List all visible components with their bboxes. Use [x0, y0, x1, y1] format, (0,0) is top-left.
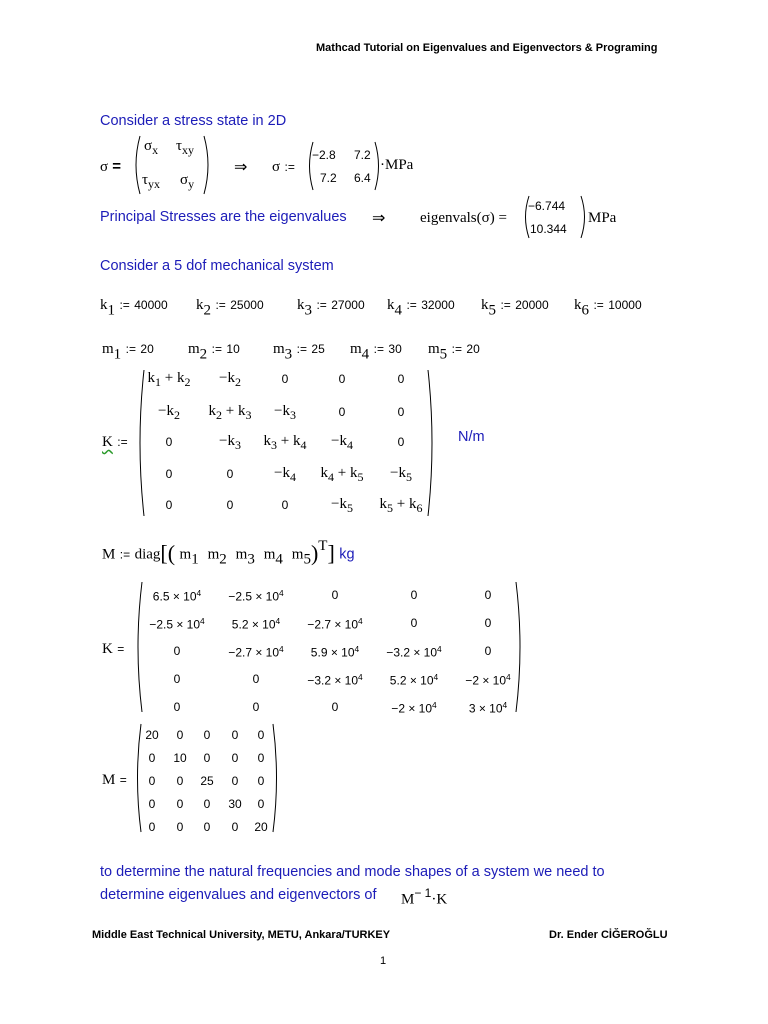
M-result-cell: 30: [228, 797, 242, 811]
M-result-cell: 20: [254, 820, 268, 834]
stress-heading: Consider a stress state in 2D: [100, 113, 287, 129]
m2-assign: $m_2$ := 10: [188, 341, 240, 363]
K-def-cell: 0: [338, 372, 346, 386]
M-result-cell: 0: [231, 774, 239, 788]
K-def-cell: $-k_3$: [274, 403, 296, 423]
k1-assign: $k_1$ := 40000: [100, 297, 168, 319]
K-def-cell: $-k_4$: [274, 465, 296, 485]
K-result-cell: $-3.2 \times 10^4$: [386, 644, 442, 660]
K-result-cell: 0: [484, 588, 492, 602]
principal-stresses-text: Principal Stresses are the eigenvalues: [100, 209, 347, 225]
M-result-cell: 0: [203, 820, 211, 834]
K-def-cell: 0: [226, 498, 234, 512]
m4-assign: $m_4$ := 30: [350, 341, 402, 363]
M-result-cell: 0: [203, 797, 211, 811]
K-result-cell: $-2.7 \times 10^4$: [307, 616, 363, 632]
mech-system-heading: Consider a 5 dof mechanical system: [100, 258, 334, 274]
sigma-definition-label: σ =: [100, 158, 122, 175]
M-result-label: M =: [102, 772, 127, 788]
K-def-unit: N/m: [458, 429, 485, 445]
K-def-cell: 0: [281, 372, 289, 386]
K-result-cell: $-2 \times 10^4$: [391, 700, 437, 716]
K-def-cell: 0: [397, 372, 405, 386]
K-result-cell: 0: [410, 588, 418, 602]
M-result-cell: 0: [257, 774, 265, 788]
page-number: 1: [380, 955, 387, 967]
K-def-cell: $-k_2$: [158, 403, 180, 423]
closing-line-1: to determine the natural frequencies and mode shapes of a system we need to: [100, 864, 605, 880]
K-result-cell: 0: [410, 616, 418, 630]
eigenvalue-1: −6.744: [528, 199, 566, 213]
sigma-x: $\sigma_x$: [144, 138, 159, 158]
m5-assign: $m_5$ := 20: [428, 341, 480, 363]
k4-assign: $k_4$ := 32000: [387, 297, 455, 319]
eigenvals-unit: MPa: [588, 210, 617, 226]
K-def-cell: $k_1 + k_2$: [147, 370, 191, 390]
M-result-cell: 0: [257, 751, 265, 765]
K-def-cell: $k_4 + k_5$: [320, 465, 364, 485]
K-result-cell: 0: [331, 588, 339, 602]
eigenvalue-2: 10.344: [530, 222, 567, 236]
M-result-cell: 0: [257, 797, 265, 811]
K-def-label: K :=: [102, 434, 128, 450]
K-def-cell: $k_2 + k_3$: [208, 403, 252, 423]
M-result-cell: 10: [173, 751, 187, 765]
k2-assign: $k_2$ := 25000: [196, 297, 264, 319]
K-result-cell: 0: [331, 700, 339, 714]
implies-arrow: ⇒: [234, 159, 248, 176]
K-def-cell: $k_5 + k_6$: [379, 496, 423, 516]
K-result-cell: 0: [252, 700, 260, 714]
K-result-label: K =: [102, 641, 125, 657]
K-result-cell: $5.2 \times 10^4$: [389, 672, 439, 688]
K-def-cell: 0: [397, 435, 405, 449]
M-result-cell: 0: [176, 728, 184, 742]
K-def-cell: $-k_4$: [331, 433, 353, 453]
K-def-cell: $-k_2$: [219, 370, 241, 390]
sigma-assign: σ :=: [272, 159, 295, 175]
K-result-cell: 0: [173, 700, 181, 714]
tau-xy: $\tau_{xy}$: [176, 138, 195, 158]
sigma-unit: ·MPa: [380, 157, 414, 173]
closing-line-2: determine eigenvalues and eigenvectors of: [100, 887, 377, 903]
K-result-cell: 0: [252, 672, 260, 686]
K-result-cell: $-2.5 \times 10^4$: [149, 616, 205, 632]
footer-university: Middle East Technical University, METU, Ankara/TURKEY: [92, 929, 391, 941]
M-result-cell: 0: [203, 751, 211, 765]
tau-yx: $\tau_{yx}$: [142, 172, 161, 192]
sigma-value-22: 6.4: [354, 171, 371, 185]
K-def-cell: $k_3 + k_4$: [263, 433, 307, 453]
M-result-cell: 0: [176, 797, 184, 811]
K-def-cell: 0: [397, 405, 405, 419]
header-title: Mathcad Tutorial on Eigenvalues and Eigenvectors & Programing: [316, 42, 658, 54]
M-def: M := diag[( $m_1$ $m_2$ $m_3$ $m_4$ $m_5)^T$] kg: [102, 538, 355, 568]
K-result-cell: $6.5 \times 10^4$: [152, 588, 202, 604]
M-result-cell: 0: [148, 797, 156, 811]
K-def-cell: 0: [281, 498, 289, 512]
K-def-cell: 0: [165, 435, 173, 449]
K-result-cell: 0: [484, 616, 492, 630]
closing-expression: $M^{- 1}\cdot K$: [401, 886, 448, 908]
K-def-cell: $-k_3$: [219, 433, 241, 453]
K-def-cell: 0: [226, 467, 234, 481]
K-def-cell: 0: [165, 498, 173, 512]
K-result-cell: 0: [173, 644, 181, 658]
K-def-cell: $-k_5$: [390, 465, 412, 485]
M-result-cell: 0: [148, 751, 156, 765]
M-result-cell: 0: [148, 774, 156, 788]
K-result-cell: $-2 \times 10^4$: [465, 672, 511, 688]
M-result-cell: 0: [148, 820, 156, 834]
K-result-cell: 0: [173, 672, 181, 686]
K-result-cell: $-3.2 \times 10^4$: [307, 672, 363, 688]
eigenvals-expression: eigenvals(σ) =: [420, 210, 507, 226]
K-result-cell: 0: [484, 644, 492, 658]
M-result-cell: 0: [176, 820, 184, 834]
M-result-cell: 0: [231, 820, 239, 834]
M-result-cell: 0: [231, 728, 239, 742]
M-result-cell: 20: [145, 728, 159, 742]
implies-arrow-2: ⇒: [372, 210, 386, 227]
k3-assign: $k_3$ := 27000: [297, 297, 365, 319]
K-result-cell: $5.9 \times 10^4$: [310, 644, 360, 660]
K-def-cell: 0: [165, 467, 173, 481]
sigma-value-21: 7.2: [320, 171, 337, 185]
M-result-cell: 25: [200, 774, 214, 788]
sigma-value-12: 7.2: [354, 148, 371, 162]
K-result-cell: $5.2 \times 10^4$: [231, 616, 281, 632]
footer-author: Dr. Ender CİĞEROĞLU: [549, 929, 668, 941]
m3-assign: $m_3$ := 25: [273, 341, 325, 363]
M-result-cell: 0: [176, 774, 184, 788]
M-result-cell: 0: [257, 728, 265, 742]
m1-assign: $m_1$ := 20: [102, 341, 154, 363]
K-def-cell: $-k_5$: [331, 496, 353, 516]
K-result-cell: $-2.5 \times 10^4$: [228, 588, 284, 604]
sigma-y: $\sigma_y$: [180, 172, 195, 192]
K-def-cell: 0: [338, 405, 346, 419]
sigma-value-11: −2.8: [312, 148, 336, 162]
M-result-cell: 0: [231, 751, 239, 765]
K-result-cell: $-2.7 \times 10^4$: [228, 644, 284, 660]
K-result-cell: $3 \times 10^4$: [468, 700, 508, 716]
k5-assign: $k_5$ := 20000: [481, 297, 549, 319]
M-result-cell: 0: [203, 728, 211, 742]
k6-assign: $k_6$ := 10000: [574, 297, 642, 319]
